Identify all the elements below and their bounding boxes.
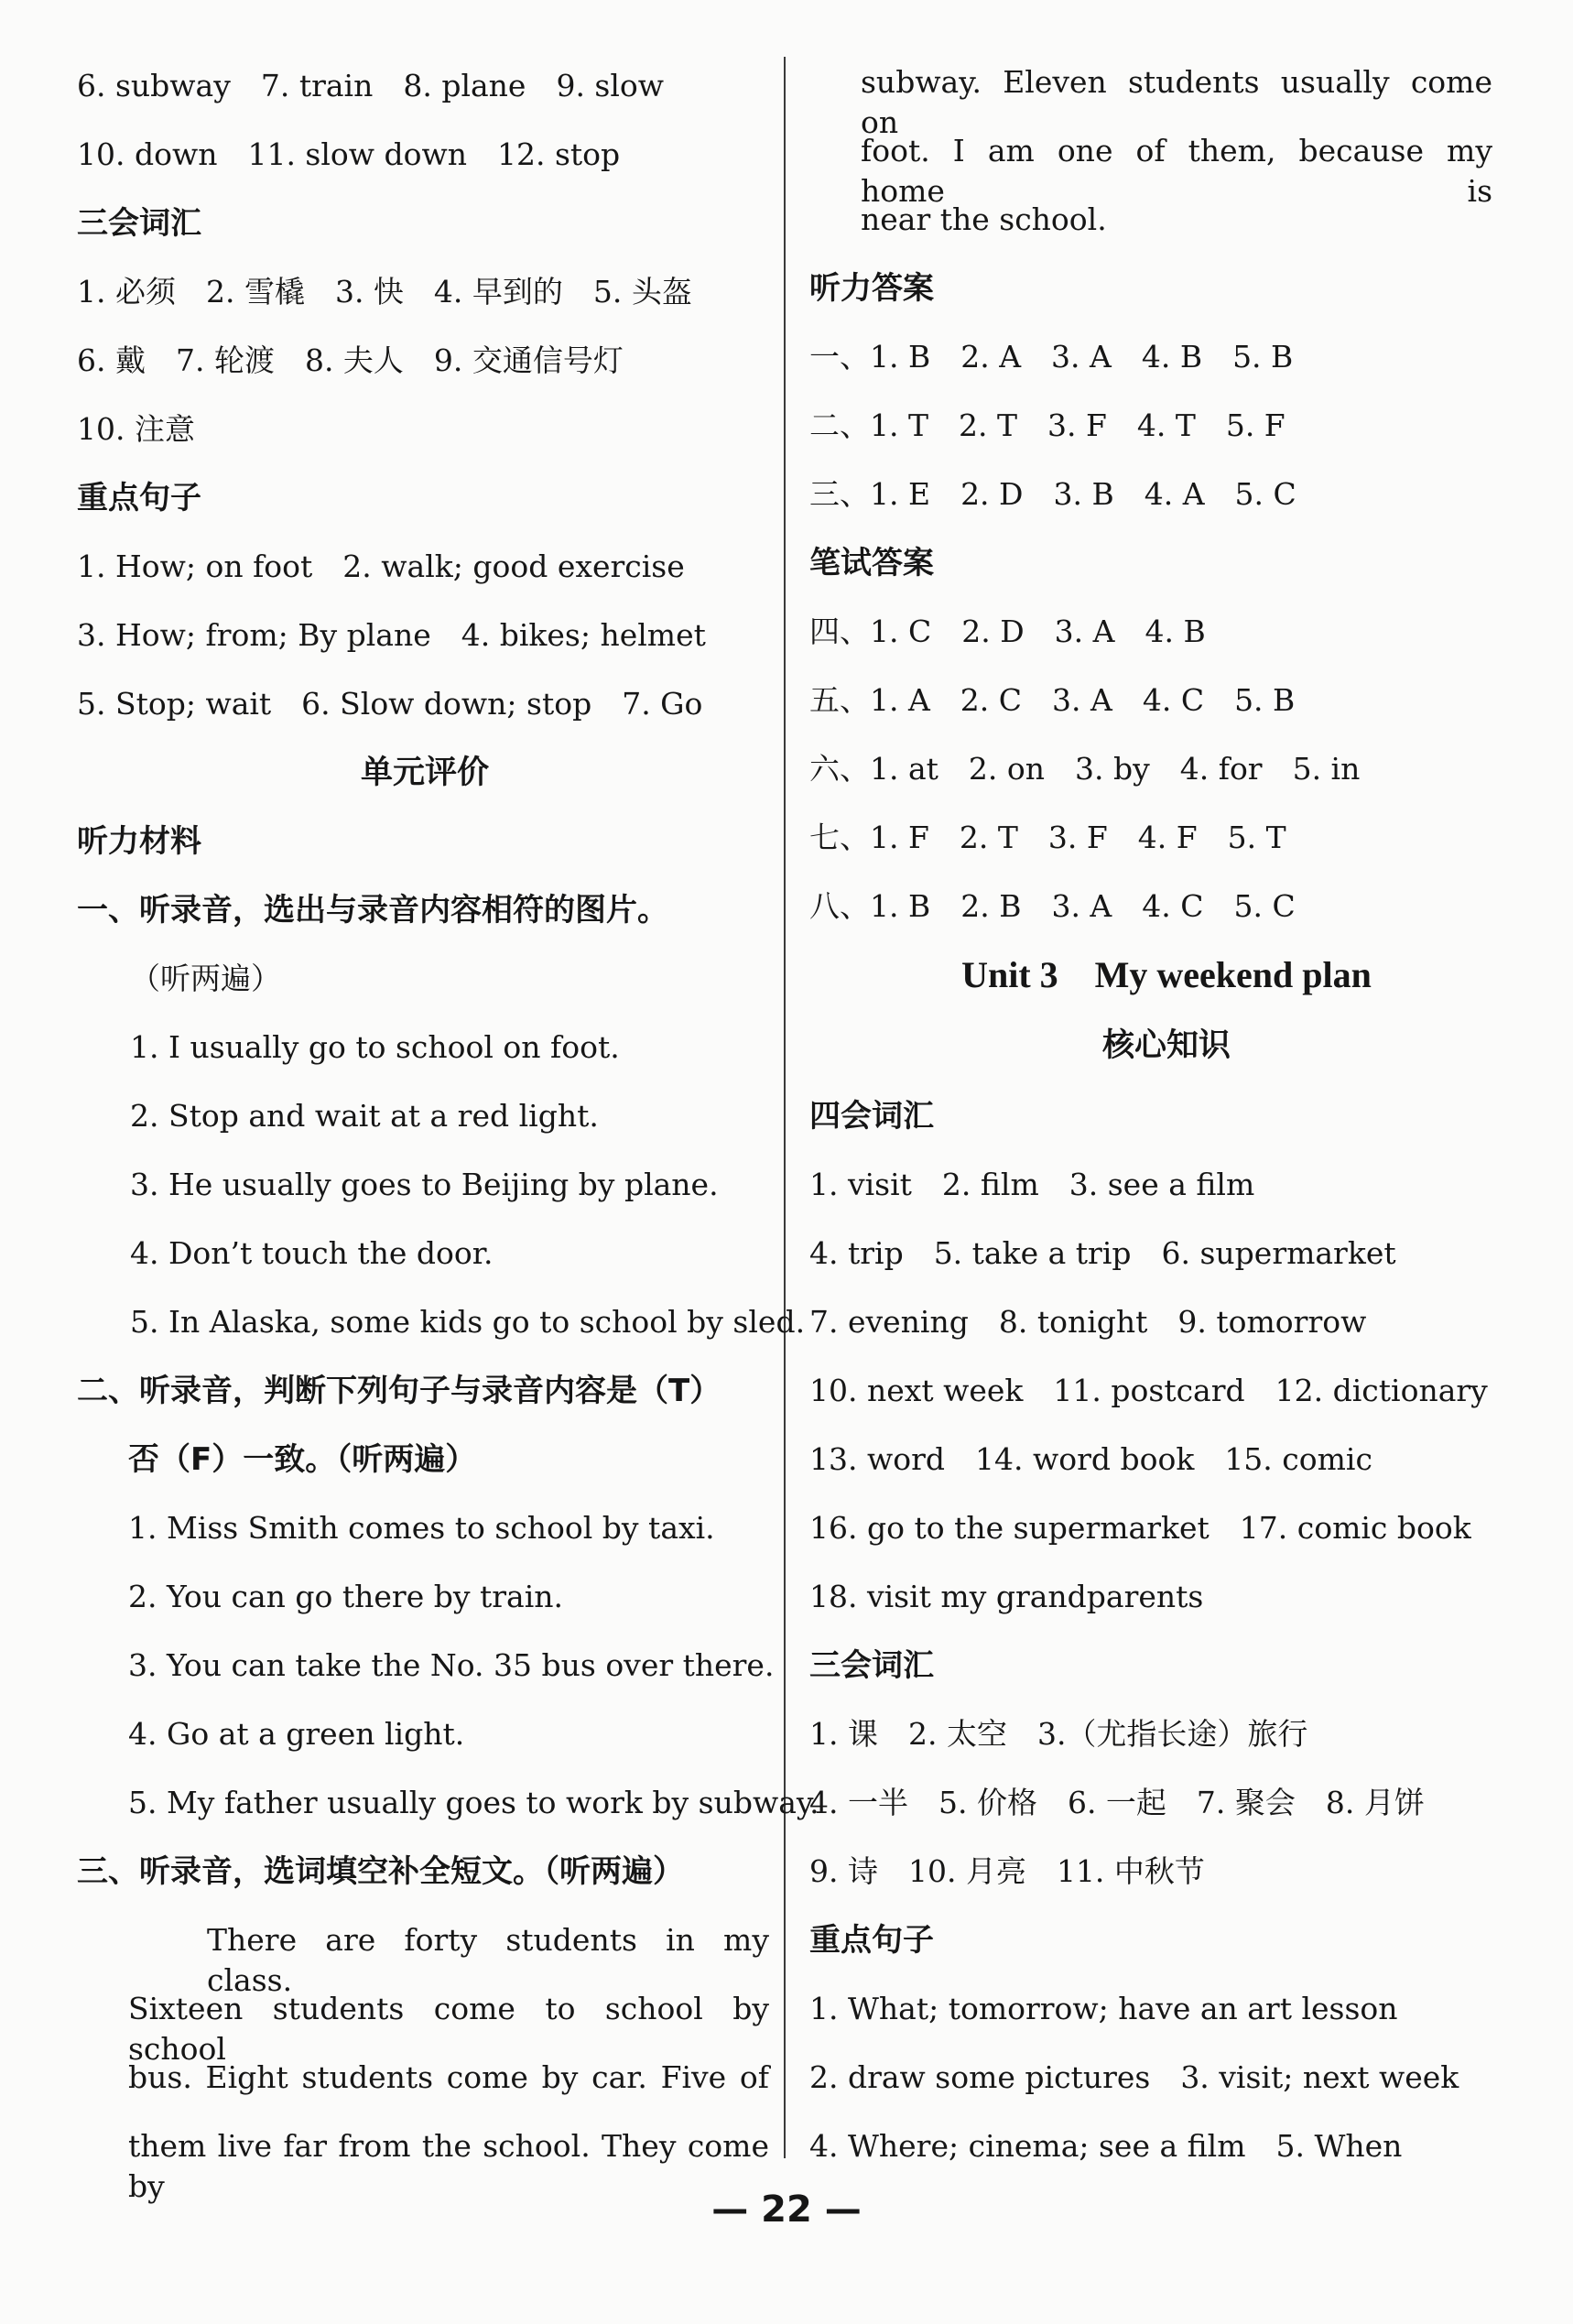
text-line: 4. Go at a green light.	[128, 1716, 465, 1752]
passage-line: bus. Eight students come by car. Five of	[128, 2059, 769, 2095]
text-line: 5. In Alaska, some kids go to school by sled.	[130, 1304, 806, 1340]
text-line: 10. next week 11. postcard 12. dictionary	[809, 1373, 1488, 1408]
section-heading: 听力材料	[77, 823, 201, 860]
centered-subtitle: 核心知识	[1101, 1027, 1231, 1064]
answer-line: 三、1. E 2. D 3. B 4. A 5. C	[809, 476, 1296, 512]
section-heading: 听力答案	[809, 270, 934, 307]
section-heading: 三会词汇	[77, 205, 201, 242]
text-line: 3. You can take the No. 35 bus over there.	[128, 1647, 775, 1683]
question-heading: 一、听录音，选出与录音内容相符的图片。	[77, 892, 668, 929]
text-line: 1. visit 2. film 3. see a film	[809, 1167, 1255, 1202]
passage-line: There are forty students in my class.	[207, 1922, 769, 1998]
page-number: — 22 —	[711, 2188, 862, 2231]
text-line: 1. 课 2. 太空 3.（尤指长途）旅行	[809, 1716, 1308, 1752]
text-line: 7. evening 8. tonight 9. tomorrow	[809, 1304, 1367, 1340]
text-line: （听两遍）	[130, 961, 281, 996]
unit-title: Unit 3 My weekend plan	[961, 954, 1372, 995]
section-heading: 四会词汇	[809, 1098, 934, 1135]
text-line: 2. draw some pictures 3. visit; next week	[809, 2059, 1459, 2095]
passage-line: near the school.	[861, 201, 1107, 237]
answer-line: 二、1. T 2. T 3. F 4. T 5. F	[809, 407, 1286, 443]
text-line: 6. subway 7. train 8. plane 9. slow	[77, 68, 665, 103]
question-heading-continued: 否（F）一致。（听两遍）	[128, 1441, 477, 1478]
text-line: 1. 必须 2. 雪橇 3. 快 4. 早到的 5. 头盔	[77, 274, 692, 310]
column-divider	[784, 57, 786, 2158]
section-heading: 三会词汇	[809, 1647, 934, 1684]
question-heading: 三、听录音，选词填空补全短文。（听两遍）	[77, 1853, 684, 1890]
text-line: 1. I usually go to school on foot.	[130, 1029, 620, 1065]
answer-line: 七、1. F 2. T 3. F 4. F 5. T	[809, 820, 1286, 855]
answer-line: 六、1. at 2. on 3. by 4. for 5. in	[809, 751, 1361, 787]
text-line: 3. How; from; By plane 4. bikes; helmet	[77, 617, 706, 653]
text-line: 4. trip 5. take a trip 6. supermarket	[809, 1235, 1396, 1271]
text-line: 2. Stop and wait at a red light.	[130, 1098, 599, 1134]
answer-line: 一、1. B 2. A 3. A 4. B 5. B	[809, 339, 1294, 375]
text-line: 3. He usually goes to Beijing by plane.	[130, 1167, 719, 1202]
centered-title: 单元评价	[360, 755, 489, 791]
text-line: 1. How; on foot 2. walk; good exercise	[77, 548, 685, 584]
text-line: 16. go to the supermarket 17. comic book	[809, 1510, 1471, 1546]
text-line: 2. You can go there by train.	[128, 1579, 563, 1614]
text-line: 4. Don’t touch the door.	[130, 1235, 494, 1271]
text-line: 18. visit my grandparents	[809, 1579, 1204, 1614]
text-line: 9. 诗 10. 月亮 11. 中秋节	[809, 1853, 1205, 1889]
question-heading: 二、听录音，判断下列句子与录音内容是（T）	[77, 1373, 721, 1409]
text-line: 5. My father usually goes to work by subway.	[128, 1785, 819, 1820]
text-line: 1. What; tomorrow; have an art lesson	[809, 1991, 1398, 2026]
passage-line: Sixteen students come to school by school	[128, 1991, 769, 2067]
text-line: 5. Stop; wait 6. Slow down; stop 7. Go	[77, 686, 703, 722]
passage-line: them live far from the school. They come by	[128, 2128, 769, 2204]
passage-line: subway. Eleven students usually come on	[861, 64, 1492, 140]
text-line: 10. down 11. slow down 12. stop	[77, 136, 621, 172]
text-line: 6. 戴 7. 轮渡 8. 夫人 9. 交通信号灯	[77, 342, 624, 378]
section-heading: 重点句子	[77, 480, 201, 516]
answer-line: 五、1. A 2. C 3. A 4. C 5. B	[809, 682, 1296, 718]
text-line: 10. 注意	[77, 411, 195, 447]
text-line: 1. Miss Smith comes to school by taxi.	[128, 1510, 715, 1546]
passage-line: foot. I am one of them, because my home is	[861, 133, 1492, 209]
answer-line: 四、1. C 2. D 3. A 4. B	[809, 614, 1206, 649]
text-line: 4. 一半 5. 价格 6. 一起 7. 聚会 8. 月饼	[809, 1785, 1425, 1820]
text-line: 4. Where; cinema; see a film 5. When	[809, 2128, 1403, 2164]
text-line: 13. word 14. word book 15. comic	[809, 1441, 1372, 1477]
answer-line: 八、1. B 2. B 3. A 4. C 5. C	[809, 888, 1296, 924]
section-heading: 重点句子	[809, 1922, 934, 1959]
section-heading: 笔试答案	[809, 545, 934, 581]
